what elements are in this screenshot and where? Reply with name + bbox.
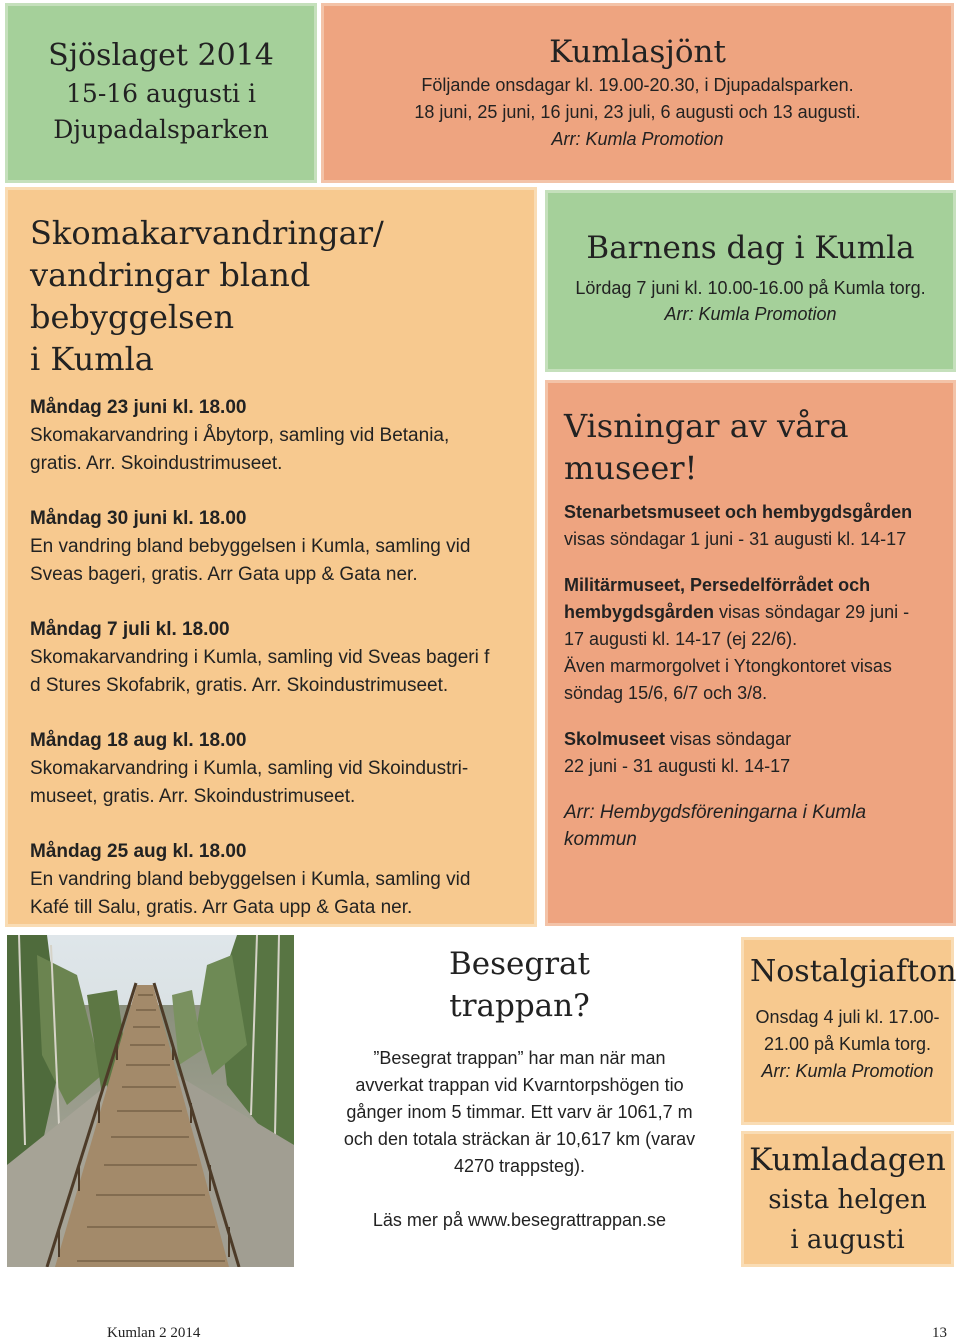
visning-skolmuseet <box>564 726 939 780</box>
event-desc: gratis. Arr. Skoindustrimuseet. <box>30 453 283 474</box>
visningar-arr-line: kommun <box>564 829 637 850</box>
barnens-line: Lördag 7 juni kl. 10.00-16.00 på Kumla torg. <box>575 278 926 298</box>
kumlasjont-title: Kumlasjönt <box>549 34 726 70</box>
event-item <box>30 505 512 589</box>
kumlasjont-line: 18 juni, 25 juni, 16 juni, 23 juli, 6 augusti och 13 augusti. <box>414 102 861 122</box>
event-desc: Skomakarvandring i Kumla, samling vid Sveas bageri f <box>30 647 490 668</box>
museum-name: Stenarbetsmuseet och hembygdsgården <box>564 502 913 522</box>
page-number: 13 <box>932 1325 947 1341</box>
kumlasjont-box <box>321 3 954 183</box>
footer-publication: Kumlan 2 2014 <box>107 1325 201 1341</box>
museum-hours: 22 juni - 31 augusti kl. 14-17 <box>564 756 791 776</box>
skomakar-title-line: vandringar bland bebyggelsen <box>30 256 311 336</box>
skomakar-title <box>30 212 512 380</box>
kumladagen-line: sista helgen <box>768 1185 927 1215</box>
event-desc: En vandring bland bebyggelsen i Kumla, samling vid <box>30 869 471 890</box>
besegrat-box <box>303 935 736 1267</box>
kumladagen-box <box>741 1131 954 1267</box>
kumlasjont-line: Följande onsdagar kl. 19.00-20.30, i Djupadalsparken. <box>421 75 854 95</box>
visning-stenarbetsmuseet <box>564 499 939 553</box>
besegrat-body-line: gånger inom 5 timmar. Ett varv är 1061,7 m <box>346 1102 693 1122</box>
museum-hours: visas söndagar <box>665 729 792 749</box>
visning-militarmuseet <box>564 572 939 707</box>
besegrat-body <box>313 1045 726 1180</box>
kumlasjont-arr: Arr: Kumla Promotion <box>551 129 724 149</box>
nostalgiafton-box <box>741 937 957 1125</box>
nostalgi-line: Onsdag 4 juli kl. 17.00- <box>755 1007 940 1027</box>
museum-name: Skolmuseet <box>564 729 666 749</box>
museum-note: Även marmorgolvet i Ytongkontoret visas <box>564 656 892 676</box>
besegrat-title-line: trappan? <box>449 988 590 1024</box>
skomakar-title-line: Skomakarvandringar/ <box>30 214 384 252</box>
event-date: Måndag 23 juni kl. 18.00 <box>30 397 247 418</box>
museum-hours: visas söndagar 1 juni - 31 augusti kl. 14-17 <box>564 529 907 549</box>
besegrat-body-line: 4270 trappsteg). <box>453 1156 586 1176</box>
visningar-arr <box>564 799 939 853</box>
staircase-photo <box>7 935 294 1267</box>
barnens-title: Barnens dag i Kumla <box>586 230 915 266</box>
skomakar-box <box>5 187 537 927</box>
event-desc: Kafé till Salu, gratis. Arr Gata upp & Gata ner. <box>30 897 413 918</box>
museum-note: söndag 15/6, 6/7 och 3/8. <box>564 683 768 703</box>
event-item <box>30 838 512 922</box>
besegrat-link[interactable]: Läs mer på www.besegrattrappan.se <box>372 1210 667 1230</box>
visningar-title <box>564 405 939 489</box>
event-desc: Skomakarvandring i Kumla, samling vid Skoindustri- <box>30 758 469 779</box>
sjoslaget-box <box>5 3 317 183</box>
event-item <box>30 394 512 478</box>
besegrat-body-line: och den totala sträckan är 10,617 km (varav <box>343 1129 696 1149</box>
event-date: Måndag 30 juni kl. 18.00 <box>30 508 247 529</box>
sjoslaget-line: Djupadalsparken <box>53 115 269 144</box>
museum-name: Militärmuseet, Persedelförrådet och <box>564 575 871 595</box>
barnens-dag-box <box>545 190 956 372</box>
nostalgi-title: Nostalgiafton <box>750 954 957 989</box>
sjoslaget-line: 15-16 augusti i <box>66 79 256 108</box>
skomakar-title-line: i Kumla <box>30 340 154 378</box>
event-item <box>30 616 512 700</box>
event-desc: d Stures Skofabrik, gratis. Arr. Skoindustrimuseet. <box>30 675 449 696</box>
museum-hours: visas söndagar 29 juni - <box>714 602 910 622</box>
event-date: Måndag 25 aug kl. 18.00 <box>30 841 247 862</box>
nostalgi-arr: Arr: Kumla Promotion <box>761 1061 934 1081</box>
event-date: Måndag 18 aug kl. 18.00 <box>30 730 247 751</box>
sjoslaget-title: Sjöslaget 2014 <box>48 38 274 73</box>
museum-name: hembygdsgården <box>564 602 715 622</box>
event-item <box>30 727 512 811</box>
visningar-title-line: museer! <box>564 449 698 487</box>
event-desc: Sveas bageri, gratis. Arr Gata upp & Gata ner. <box>30 564 418 585</box>
besegrat-title-line: Besegrat <box>449 946 590 982</box>
nostalgi-line: 21.00 på Kumla torg. <box>763 1034 932 1054</box>
kumladagen-line: i augusti <box>790 1225 905 1255</box>
kumladagen-title: Kumladagen <box>749 1142 946 1178</box>
barnens-arr: Arr: Kumla Promotion <box>664 304 837 324</box>
visningar-arr-line: Arr: Hembygdsföreningarna i Kumla <box>564 802 867 823</box>
event-desc: museet, gratis. Arr. Skoindustrimuseet. <box>30 786 356 807</box>
museum-hours: 17 augusti kl. 14-17 (ej 22/6). <box>564 629 798 649</box>
besegrat-title <box>313 943 726 1027</box>
event-date: Måndag 7 juli kl. 18.00 <box>30 619 230 640</box>
visningar-title-line: Visningar av våra <box>564 407 849 445</box>
visningar-box <box>545 380 956 926</box>
besegrat-body-line: ”Besegrat trappan” har man när man <box>373 1048 666 1068</box>
event-desc: Skomakarvandring i Åbytorp, samling vid Betania, <box>30 425 450 446</box>
event-desc: En vandring bland bebyggelsen i Kumla, samling vid <box>30 536 471 557</box>
besegrat-body-line: avverkat trappan vid Kvarntorpshögen tio <box>355 1075 684 1095</box>
